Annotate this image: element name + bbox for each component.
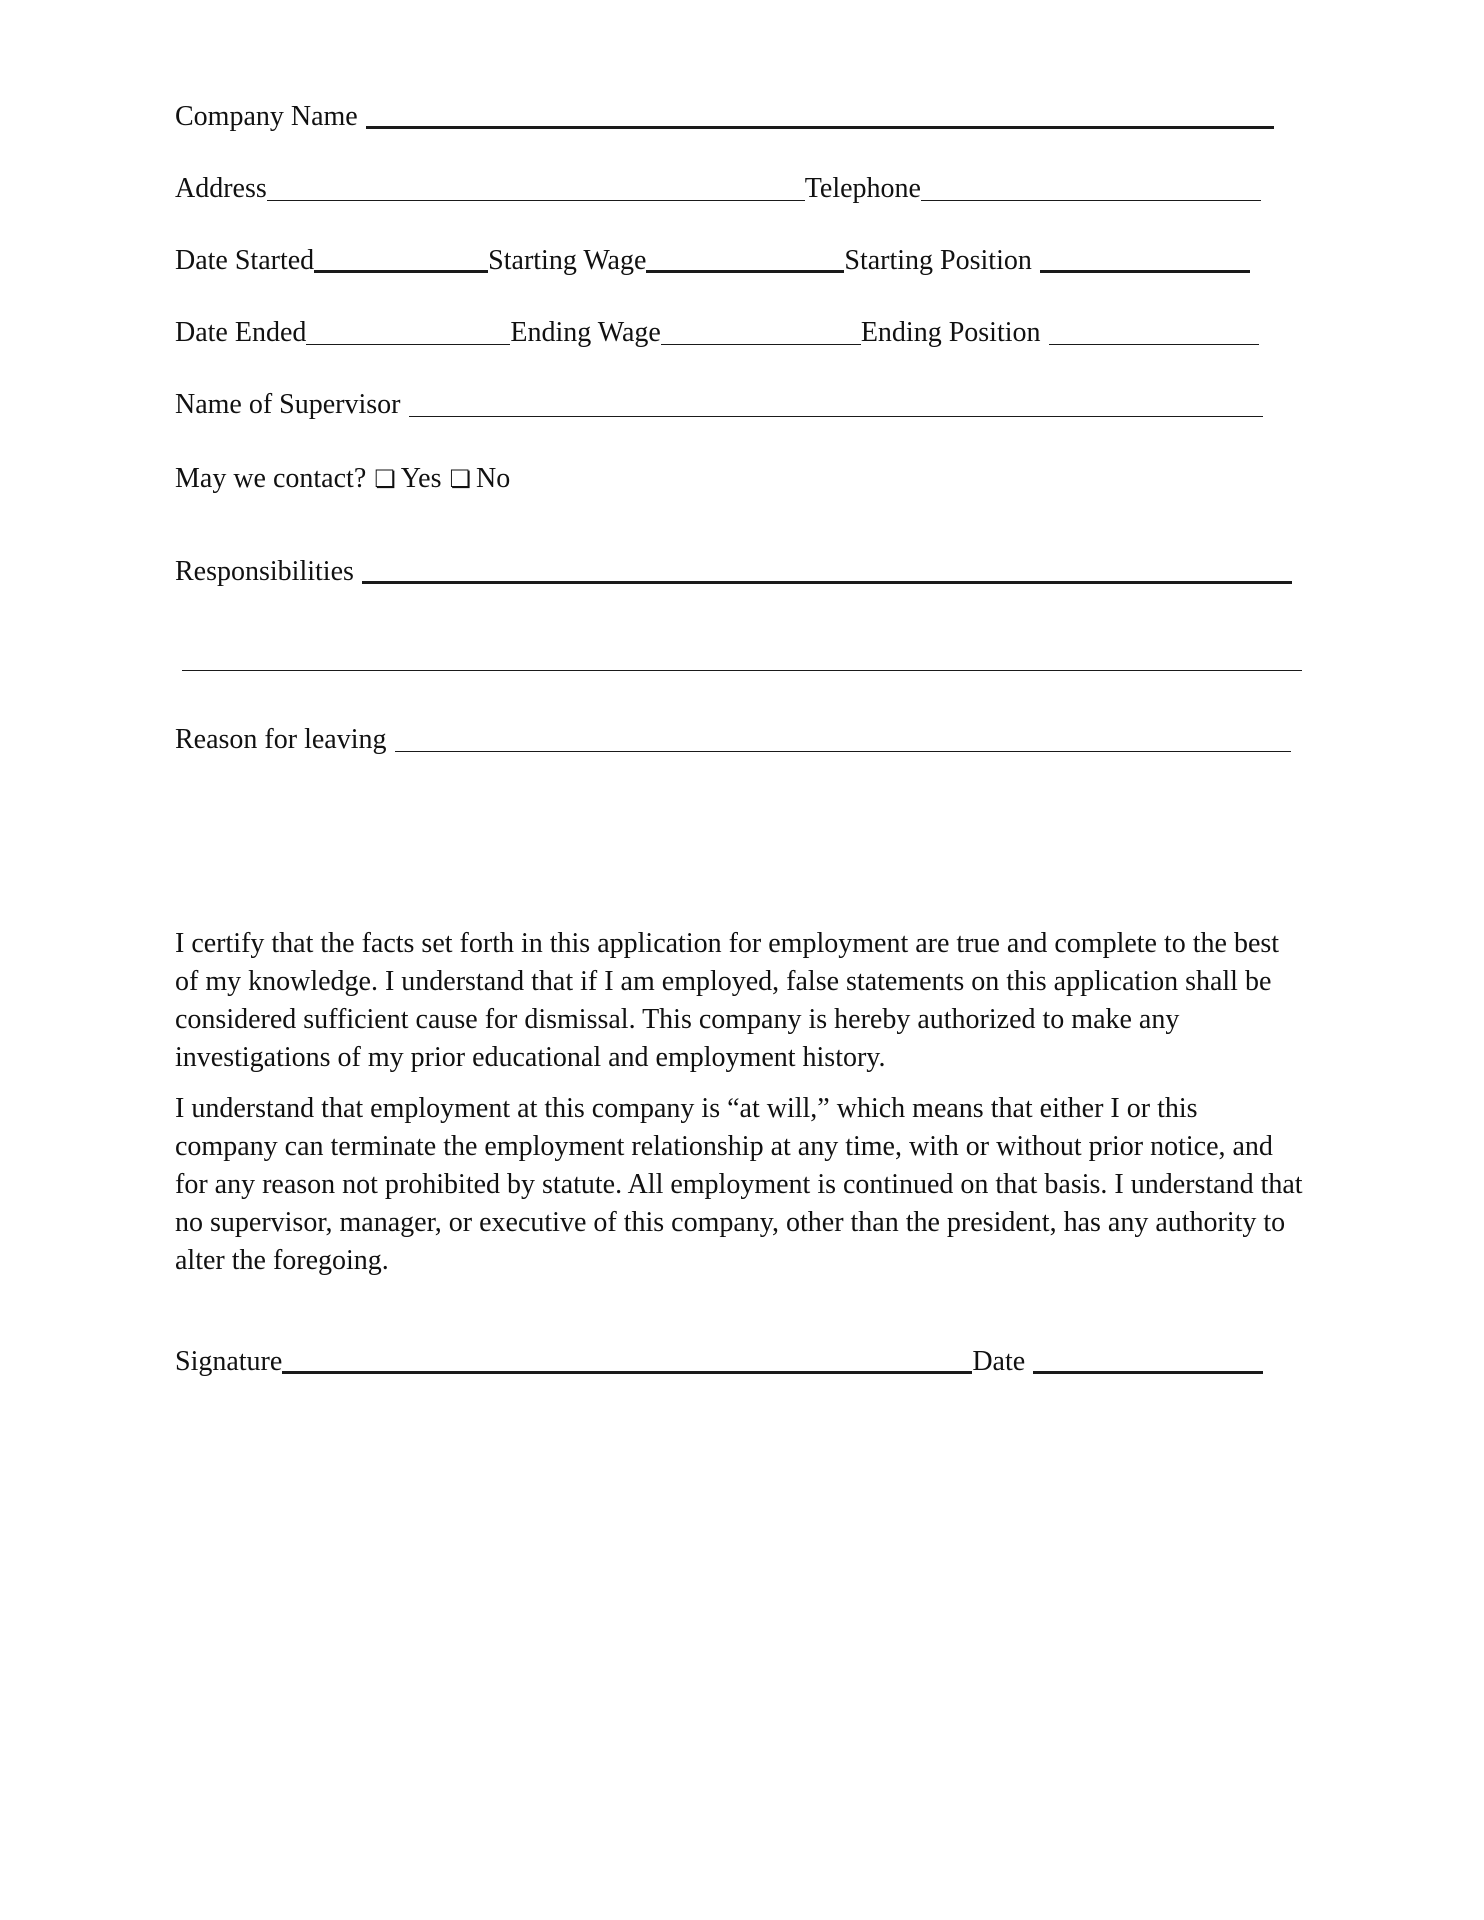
contact-row	[175, 462, 510, 496]
starting-wage-label: Starting Wage	[488, 245, 647, 276]
supervisor-label: Name of Supervisor	[175, 389, 401, 420]
date-ended-label: Date Ended	[175, 317, 307, 348]
date-started-label: Date Started	[175, 245, 315, 276]
telephone-field[interactable]	[921, 200, 1261, 201]
signature-date-field[interactable]	[1033, 1371, 1263, 1374]
supervisor-field[interactable]	[409, 416, 1263, 417]
company-name-label: Company Name	[175, 101, 358, 132]
responsibilities-field[interactable]	[362, 581, 1292, 584]
address-label: Address	[175, 173, 267, 204]
end-row	[175, 316, 1259, 350]
reason-field[interactable]	[395, 751, 1291, 752]
signature-row	[175, 1345, 1263, 1379]
date-started-field[interactable]	[314, 270, 488, 273]
company-name-row	[175, 100, 1274, 134]
responsibilities-label: Responsibilities	[175, 556, 354, 587]
address-field[interactable]	[267, 200, 805, 201]
reason-label: Reason for leaving	[175, 724, 387, 755]
responsibilities-field-line-2[interactable]	[182, 670, 1302, 671]
signature-date-label: Date	[972, 1346, 1026, 1377]
contact-yes-label: Yes	[400, 463, 442, 494]
responsibilities-row	[175, 555, 1292, 589]
contact-label: May we contact?	[175, 463, 367, 494]
starting-position-label: Starting Position	[844, 245, 1032, 276]
address-row	[175, 172, 1261, 206]
supervisor-row	[175, 388, 1263, 422]
ending-position-label: Ending Position	[860, 317, 1041, 348]
ending-position-field[interactable]	[1049, 344, 1259, 345]
signature-field[interactable]	[282, 1371, 972, 1374]
starting-wage-field[interactable]	[646, 270, 844, 273]
starting-position-field[interactable]	[1040, 270, 1250, 273]
date-ended-field[interactable]	[306, 344, 510, 345]
contact-no-label: No	[476, 463, 511, 494]
signature-label: Signature	[175, 1346, 283, 1377]
start-row	[175, 244, 1250, 278]
ending-wage-field[interactable]	[661, 344, 861, 345]
certification-paragraph-1: I certify that the facts set forth in this application for employment are true and complete to the best of my knowledge. I understand that if I am employed, false statements on this application shall be considered sufficient cause for dismissal. This company is hereby authorized to make any investigations of my prior educational and employment history.	[175, 928, 1280, 1073]
telephone-label: Telephone	[804, 173, 921, 204]
ending-wage-label: Ending Wage	[510, 317, 661, 348]
contact-yes-checkbox[interactable]: ❏	[374, 465, 396, 493]
reason-row	[175, 723, 1291, 757]
certification-paragraph-2: I understand that employment at this company is “at will,” which means that either I or this company can terminate the employment relationship at any time, with or without prior notice, and for any reason not prohibited by statute. All employment is continued on that basis. I understand that no supervisor, manager, or executive of this company, other than the president, has any authority to alter the foregoing.	[175, 1093, 1303, 1276]
contact-no-checkbox[interactable]: ❏	[449, 465, 472, 493]
company-name-field[interactable]	[366, 126, 1274, 129]
